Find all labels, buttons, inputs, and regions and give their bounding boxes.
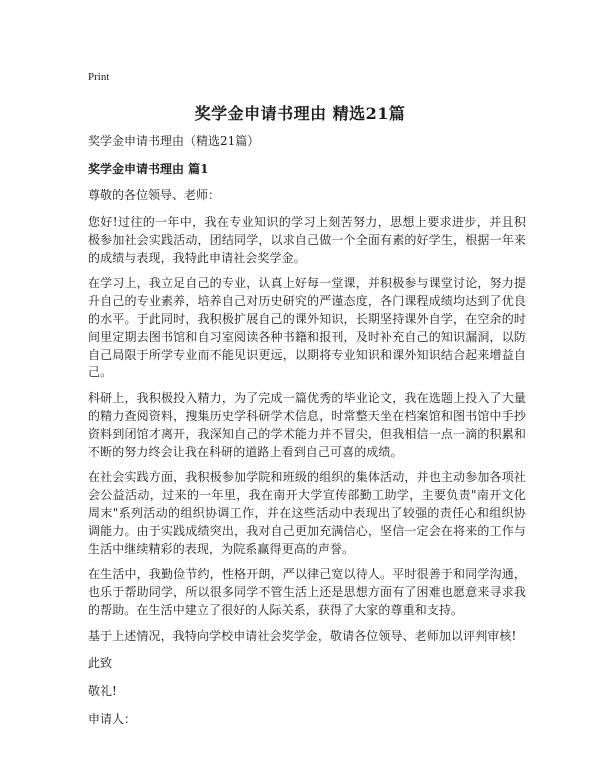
body-paragraph-4: 在社会实践方面，我积极参加学院和班级的组织的集体活动，并也主动参加各项社会公益活动，过来的一年里，我在南开大学宣传部勤工助学，主要负责"南开文化周末"系列活动的组织协调工作，并在这些活动中表现出了较强的责任心和组织协调能力。由于实践成绩突出，我对自己更加充满信心，坚信一定会在将来的工作与生活中继续精彩的表现，为院系赢得更高的声誉。: [88, 470, 526, 556]
document-body: [88, 132, 526, 738]
body-paragraph-2: 在学习上，我立足自己的专业，认真上好每一堂课，并积极参与课堂讨论，努力提升自己的专业素养，培养自己对历史研究的严谨态度，各门课程成绩均达到了优良的水平。于此同时，我积极扩展自己的课外知识，长期坚持课外自学，在空余的时间里定期去图书馆和自习室阅读各种书籍和报刊，及时补充自己的知识漏洞，以防自己局限于所学专业而不能见识更远，以期将专业知识和课外知识结合起来增益自己。: [88, 276, 526, 380]
body-paragraph-1: 您好!过往的一年中，我在专业知识的学习上刻苦努力，思想上要求进步，并且积极参加社会实践活动，团结同学，以求自己做一个全面有素的好学生，根据一年来的成绩与表现，我特此申请社会奖学金。: [88, 215, 526, 265]
body-paragraph-3: 科研上，我积极投入精力，为了完成一篇优秀的毕业论文，我在选题上投入了大量的精力查阅资料，搜集历史学科研学术信息，时常整天坐在档案馆和图书馆中手抄资料到闭馆才离开，我深知自己的学术能力并不冒尖，但我相信一点一滴的积累和不断的努力终会让我在科研的道路上看到自己可喜的成绩。: [88, 391, 526, 459]
section-heading: 奖学金申请书理由 篇1: [88, 162, 209, 176]
document-subtitle: 奖学金申请书理由（精选21篇）: [88, 134, 260, 148]
print-link[interactable]: Print: [88, 71, 110, 83]
document-title: 奖学金申请书理由 精选21篇: [194, 104, 406, 123]
salutation: 尊敬的各位领导、老师：: [88, 188, 221, 202]
regards-line: 敬礼!: [88, 683, 117, 698]
applicant-label: 申请人：: [88, 711, 137, 726]
body-paragraph-5: 在生活中，我勤俭节约，性格开朗，严以律己宽以待人。平时很善于和同学沟通，也乐于帮助同学，所以很多同学不管生活上还是思想方面有了困难也愿意来寻求我的帮助。在生活中建立了很好的人际关系，获得了大家的尊重和支持。: [88, 567, 526, 617]
body-paragraph-6: 基于上述情况，我特向学校申请社会奖学金，敬请各位领导、老师加以评判审核!: [88, 628, 517, 643]
closing-line: 此致: [88, 655, 113, 670]
